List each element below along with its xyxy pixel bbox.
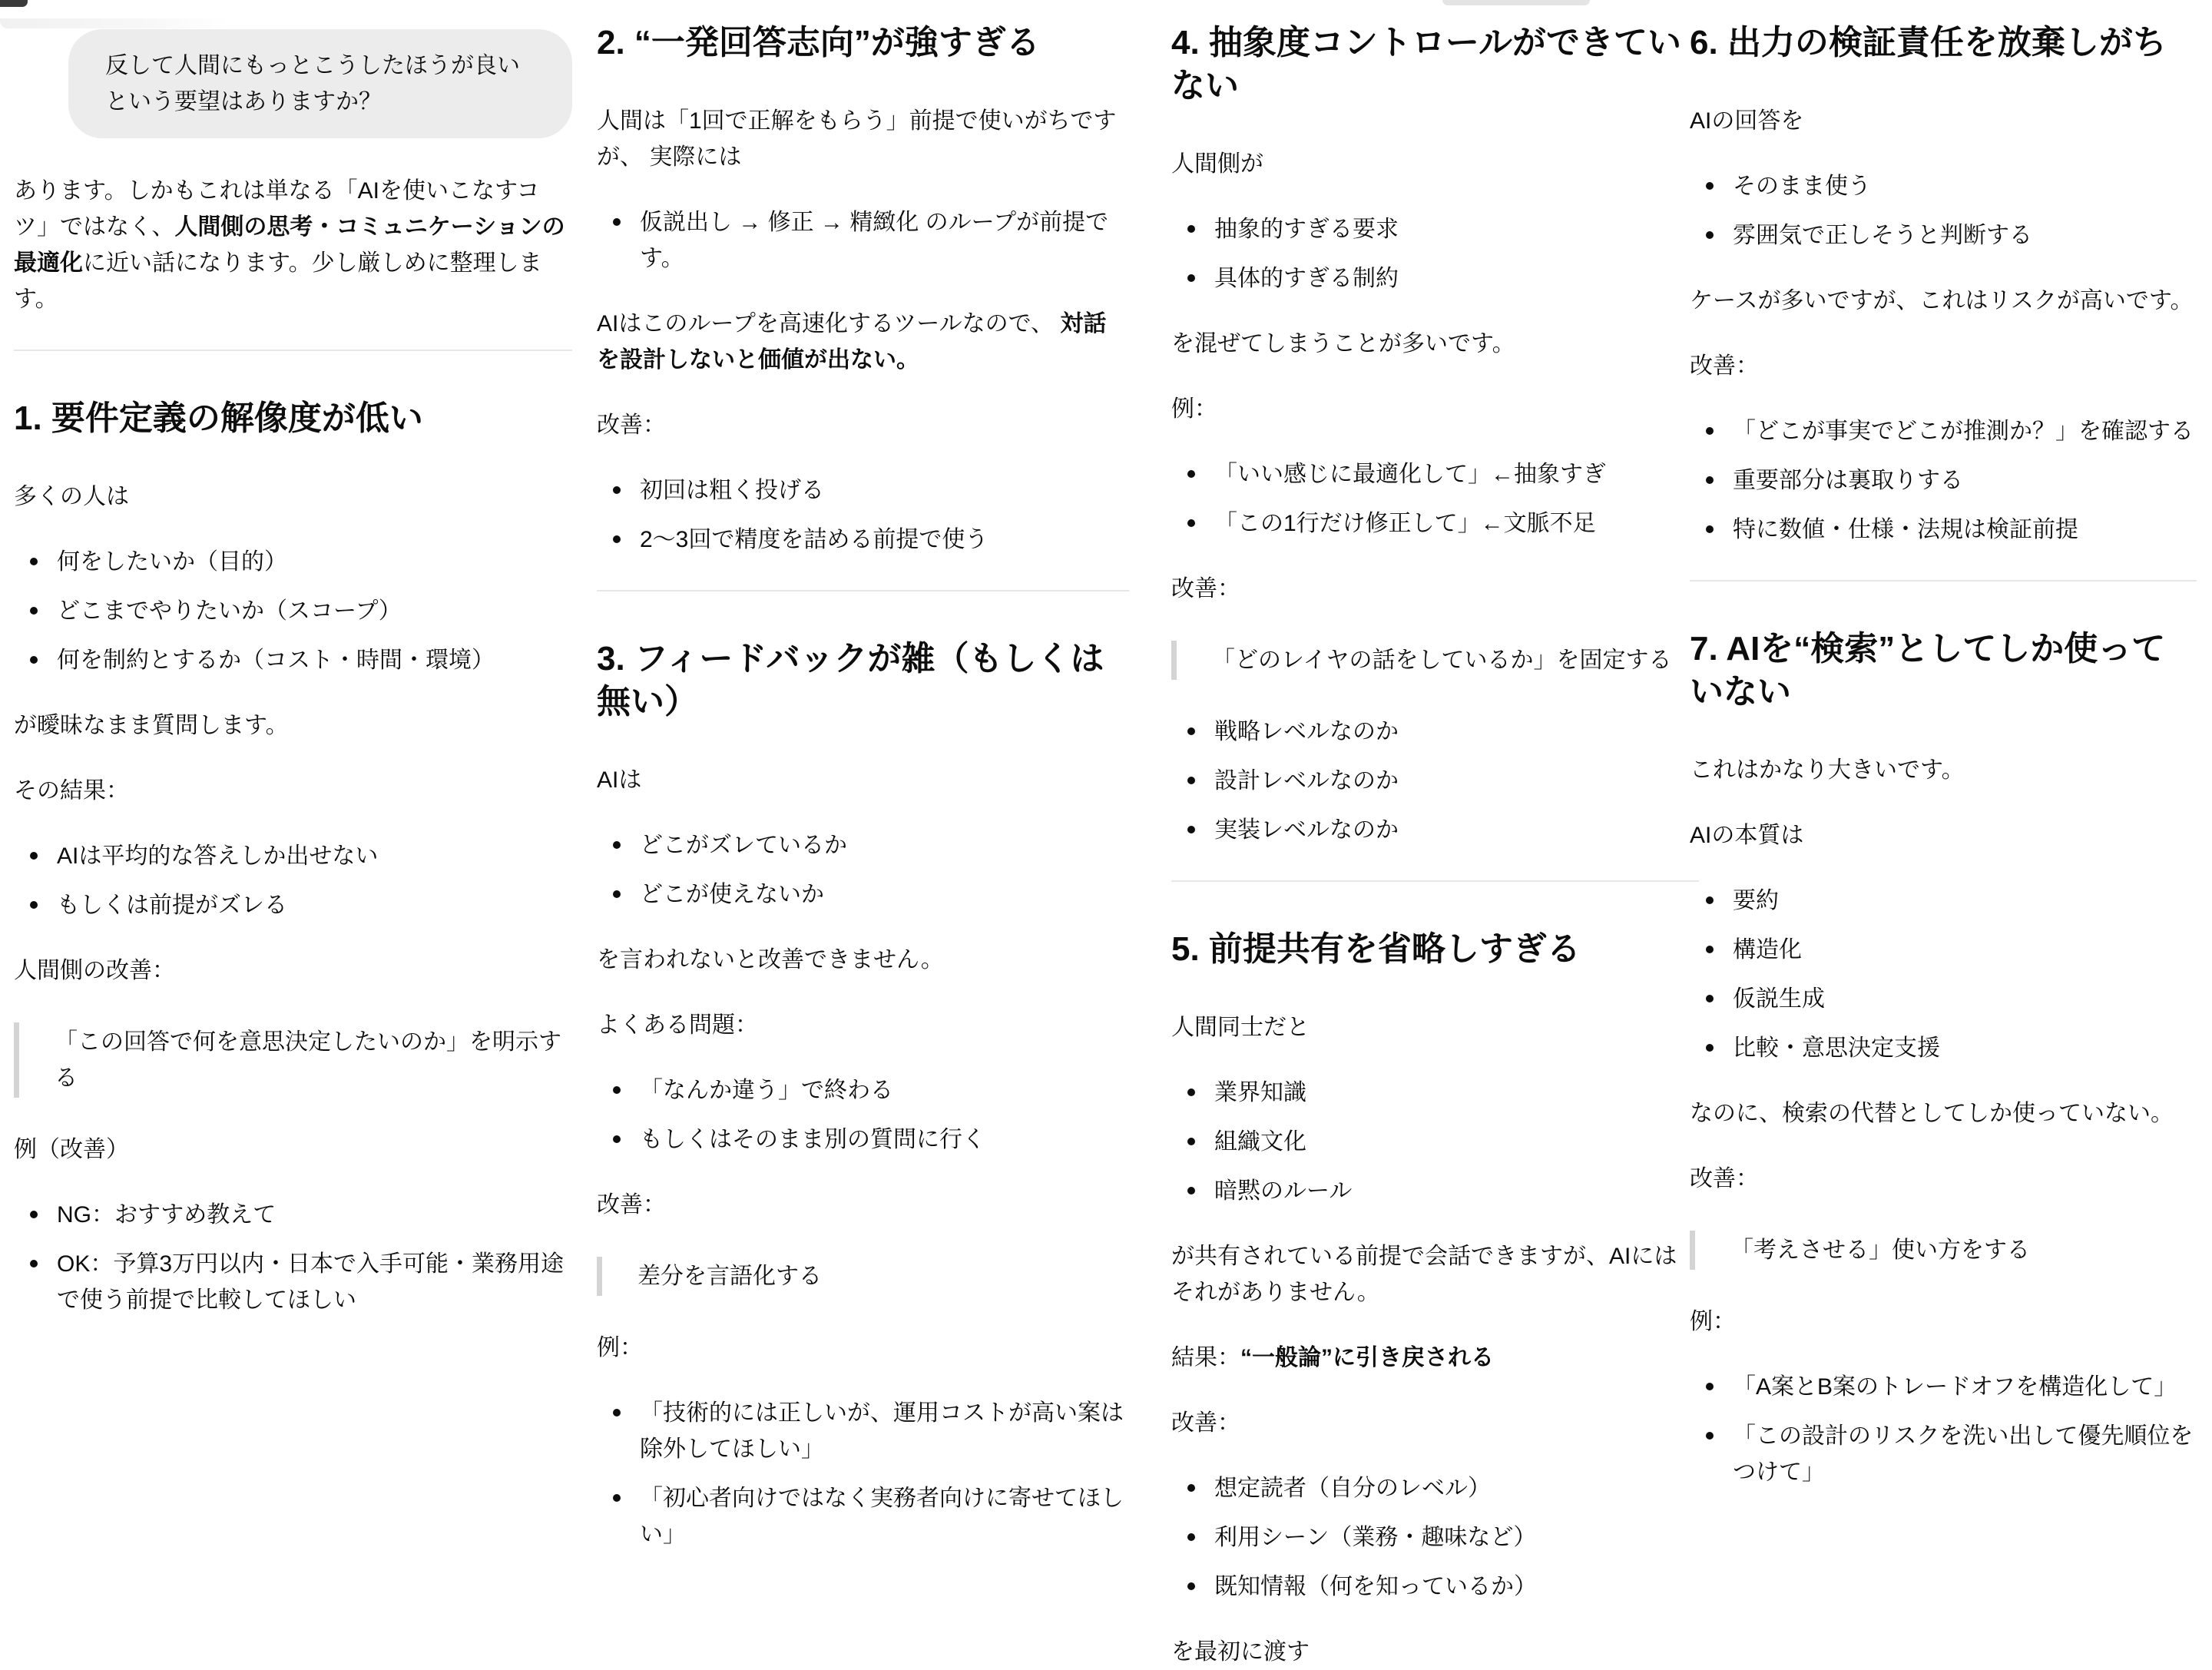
bullet-item bbox=[1171, 211, 1699, 247]
section-heading: 4. 抽象度コントロールができていない bbox=[1171, 24, 1682, 104]
bullet-list bbox=[1690, 413, 2197, 548]
text-run: AIの回答を bbox=[1690, 108, 1804, 134]
text-run: を最初に渡す bbox=[1171, 1639, 1310, 1665]
message-column-3 bbox=[1171, 0, 1699, 1665]
bullet-item bbox=[1690, 462, 2197, 499]
bullet-item bbox=[597, 827, 1129, 863]
text-run: なのに、検索の代替としてしか使っていない。 bbox=[1690, 1101, 2174, 1126]
text-run: 要約 bbox=[1733, 888, 1779, 913]
bullet-list bbox=[1690, 168, 2197, 253]
paragraph bbox=[1171, 1405, 1699, 1441]
user-message-bubble: 反して人間にもっとこうしたほうが良いという要望はありますか？ bbox=[68, 29, 572, 138]
blockquote bbox=[1690, 1231, 2197, 1270]
bold-text-run: “一般論”に引き戻される bbox=[1240, 1345, 1494, 1370]
text-run: 結果： bbox=[1171, 1345, 1240, 1370]
text-run: 「初心者向けではなく実務者向けに寄せてほしい」 bbox=[640, 1486, 1124, 1547]
section-divider bbox=[597, 590, 1129, 591]
bullet-list bbox=[1171, 1075, 1699, 1209]
text-run: 改善： bbox=[1171, 1410, 1240, 1436]
bullet-item bbox=[597, 1395, 1129, 1467]
section-heading: 7. AIを“検索”としてしか使っていない bbox=[1690, 630, 2166, 711]
paragraph bbox=[14, 707, 572, 744]
bullet-item bbox=[1171, 812, 1699, 848]
text-run: ケースが多いですが、これはリスクが高いです。 bbox=[1690, 288, 2194, 313]
bullet-item bbox=[1171, 1075, 1699, 1111]
text-run: 「この1行だけ修正して」←文脈不足 bbox=[1214, 511, 1596, 536]
paragraph bbox=[597, 1330, 1129, 1366]
paragraph bbox=[1171, 326, 1699, 362]
bullet-list bbox=[597, 1395, 1129, 1552]
bullet-item bbox=[1690, 168, 2197, 204]
text-run: 利用シーン（業務・趣味など） bbox=[1214, 1525, 1537, 1550]
paragraph bbox=[1171, 146, 1699, 182]
blockquote bbox=[597, 1257, 1129, 1296]
blockquote bbox=[1171, 641, 1699, 680]
text-run: 具体的すぎる制約 bbox=[1214, 266, 1399, 291]
text-run: 人間は「1回で正解をもらう」前提で使いがちですが、 実際には bbox=[597, 108, 1117, 170]
paragraph bbox=[597, 942, 1129, 978]
blockquote-text bbox=[55, 1024, 572, 1096]
bullet-item bbox=[597, 1072, 1129, 1108]
paragraph bbox=[1171, 1340, 1699, 1376]
paragraph bbox=[597, 762, 1129, 798]
text-run: 戦略レベルなのか bbox=[1214, 719, 1399, 744]
section-heading: 6. 出力の検証責任を放棄しがち bbox=[1690, 24, 2167, 61]
bullet-item bbox=[597, 1480, 1129, 1552]
text-run: どこまでやりたいか（スコープ） bbox=[57, 598, 402, 624]
message-column-1 bbox=[14, 0, 572, 1475]
bullet-item bbox=[597, 876, 1129, 913]
bullet-item bbox=[1171, 763, 1699, 799]
paragraph bbox=[1690, 1161, 2197, 1197]
text-run: 「いい感じに最適化して」←抽象すぎ bbox=[1214, 462, 1606, 487]
bullet-item bbox=[1171, 1519, 1699, 1556]
text-run: 「この設計のリスクを洗い出して優先順位をつけて」 bbox=[1733, 1423, 2194, 1485]
bullet-list bbox=[597, 827, 1129, 913]
text-run: 初回は粗く投げる bbox=[640, 478, 824, 503]
section-heading: 3. フィードバックが雑（もしくは無い） bbox=[597, 640, 1104, 721]
blockquote bbox=[14, 1022, 572, 1098]
text-run: 人間側が bbox=[1171, 151, 1263, 177]
text-run: 特に数値・仕様・法規は検証前提 bbox=[1733, 517, 2078, 542]
bullet-list bbox=[1171, 1470, 1699, 1605]
text-run: よくある問題： bbox=[597, 1012, 758, 1038]
paragraph bbox=[1171, 571, 1699, 607]
bullet-item bbox=[1171, 1124, 1699, 1160]
text-run: 組織文化 bbox=[1214, 1129, 1306, 1155]
paragraph bbox=[14, 773, 572, 809]
text-run: あります。しかもこれは単なる「AIを使いこなすコツ」ではなく、 bbox=[14, 178, 540, 240]
paragraph bbox=[1690, 817, 2197, 853]
text-run: が曖昧なまま質問します。 bbox=[14, 713, 289, 738]
bullet-item bbox=[1690, 883, 2197, 919]
text-run: 既知情報（何を知っているか） bbox=[1214, 1574, 1537, 1599]
text-run: 重要部分は裏取りする bbox=[1733, 468, 1963, 493]
paragraph bbox=[597, 1007, 1129, 1043]
bullet-list bbox=[597, 472, 1129, 558]
text-run: 例： bbox=[1171, 396, 1217, 422]
bullet-item bbox=[597, 472, 1129, 509]
bullet-list bbox=[1171, 211, 1699, 297]
text-run: 例： bbox=[597, 1335, 643, 1360]
bullet-item bbox=[1690, 981, 2197, 1017]
section-divider bbox=[14, 350, 572, 351]
paragraph bbox=[1690, 348, 2197, 384]
text-run: どこがズレているか bbox=[640, 833, 847, 858]
text-run: 何を制約とするか（コスト・時間・環境） bbox=[57, 648, 495, 673]
text-run: これはかなり大きいです。 bbox=[1690, 757, 1965, 783]
paragraph bbox=[1690, 752, 2197, 788]
bullet-item bbox=[1171, 1569, 1699, 1605]
text-run: に近い話になります。少し厳しめに整理します。 bbox=[14, 250, 542, 312]
bullet-item bbox=[1171, 1470, 1699, 1506]
text-run: AIはこのループを高速化するツールなので、 bbox=[597, 311, 1061, 336]
text-run: 設計レベルなのか bbox=[1214, 768, 1399, 794]
text-run: 例： bbox=[1690, 1309, 1736, 1334]
text-run: 人間側の改善： bbox=[14, 958, 175, 983]
paragraph bbox=[14, 173, 572, 317]
bullet-item bbox=[14, 544, 572, 580]
text-run: 2〜3回で精度を詰める前提で使う bbox=[640, 527, 988, 552]
bullet-item bbox=[1171, 260, 1699, 297]
blockquote-text bbox=[1212, 642, 1699, 678]
text-run: AIは bbox=[597, 767, 642, 793]
bullet-item bbox=[14, 887, 572, 923]
paragraph bbox=[1171, 1634, 1699, 1670]
text-run: 「どこが事実でどこが推測か？」を確認する bbox=[1733, 419, 2194, 444]
text-run: 例（改善） bbox=[14, 1137, 129, 1162]
bullet-item bbox=[1690, 1030, 2197, 1066]
message-column-4 bbox=[1690, 0, 2197, 1485]
text-run: が共有されている前提で会話できますが、AIにはそれがありません。 bbox=[1171, 1244, 1677, 1305]
section-divider bbox=[1171, 880, 1699, 882]
bullet-item bbox=[14, 1197, 572, 1233]
bullet-item bbox=[14, 838, 572, 874]
paragraph bbox=[597, 1187, 1129, 1223]
text-run: 多くの人は bbox=[14, 484, 129, 509]
bullet-item bbox=[1171, 714, 1699, 750]
bullet-item bbox=[14, 593, 572, 629]
text-run: どこが使えないか bbox=[640, 882, 824, 907]
paragraph bbox=[14, 1132, 572, 1168]
paragraph bbox=[597, 407, 1129, 443]
section-heading: 2. “一発回答志向”が強すぎる bbox=[597, 24, 1040, 61]
text-run: 業界知識 bbox=[1214, 1080, 1306, 1105]
bullet-item bbox=[1690, 1369, 2197, 1405]
text-run: 「この回答で何を意思決定したいのか」を明示する bbox=[55, 1029, 561, 1091]
text-run: 「考えさせる」使い方をする bbox=[1730, 1238, 2030, 1263]
bullet-list bbox=[14, 1197, 572, 1318]
text-run: もしくは前提がズレる bbox=[57, 893, 287, 918]
paragraph bbox=[1171, 1238, 1699, 1310]
text-run: 差分を言語化する bbox=[637, 1264, 822, 1289]
text-run: AIの本質は bbox=[1690, 823, 1804, 848]
bullet-list bbox=[597, 204, 1129, 277]
text-run: NG：おすすめ教えて bbox=[57, 1202, 276, 1228]
bullet-item bbox=[1171, 505, 1699, 542]
paragraph bbox=[1690, 283, 2197, 319]
text-run: OK：予算3万円以内・日本で入手可能・業務用途で使う前提で比較してほしい bbox=[57, 1251, 565, 1313]
bullet-item bbox=[597, 204, 1129, 277]
section-divider bbox=[1690, 580, 2197, 582]
text-run: 構造化 bbox=[1733, 937, 1802, 963]
text-run: もしくはそのまま別の質問に行く bbox=[640, 1127, 985, 1152]
text-run: 想定読者（自分のレベル） bbox=[1214, 1476, 1491, 1501]
section-heading: 1. 要件定義の解像度が低い bbox=[14, 399, 423, 437]
bullet-item bbox=[14, 642, 572, 678]
text-run: AIは平均的な答えしか出せない bbox=[57, 843, 379, 869]
text-run: を言われないと改善できません。 bbox=[597, 947, 944, 973]
paragraph bbox=[14, 479, 572, 515]
bullet-list bbox=[1690, 1369, 2197, 1490]
text-run: を混ぜてしまうことが多いです。 bbox=[1171, 331, 1515, 356]
paragraph bbox=[597, 306, 1129, 378]
text-run: 人間同士だと bbox=[1171, 1015, 1310, 1040]
text-run: 暗黙のルール bbox=[1214, 1178, 1353, 1204]
text-run: 「なんか違う」で終わる bbox=[640, 1078, 893, 1103]
bullet-list bbox=[1690, 883, 2197, 1066]
bold-text-run: 人間側の思考・コミュニケーションの最適化 bbox=[14, 214, 565, 276]
text-run: 比較・意思決定支援 bbox=[1733, 1035, 1940, 1061]
text-run: 仮説生成 bbox=[1733, 986, 1825, 1012]
text-run: 「A案とB案のトレードオフを構造化して」 bbox=[1733, 1374, 2177, 1400]
paragraph bbox=[14, 953, 572, 989]
bullet-item bbox=[1690, 413, 2197, 449]
bullet-list bbox=[1171, 714, 1699, 848]
text-run: 雰囲気で正しそうと判断する bbox=[1733, 223, 2032, 248]
text-run: 改善： bbox=[1690, 353, 1759, 379]
text-run: 改善： bbox=[597, 413, 666, 438]
section-heading: 5. 前提共有を省略しすぎる bbox=[1171, 930, 1581, 968]
bullet-item bbox=[1690, 932, 2197, 968]
text-run: そのまま使う bbox=[1733, 174, 1871, 199]
bullet-item bbox=[14, 1246, 572, 1318]
text-run: 実装レベルなのか bbox=[1214, 817, 1399, 843]
text-run: 仮説出し → 修正 → 精緻化 のループが前提です。 bbox=[640, 210, 1109, 271]
bullet-item bbox=[1171, 456, 1699, 492]
paragraph bbox=[1690, 103, 2197, 139]
message-column-2 bbox=[597, 0, 1129, 1547]
blockquote-text bbox=[637, 1258, 1129, 1294]
bullet-item bbox=[597, 1122, 1129, 1158]
bullet-list bbox=[14, 544, 572, 678]
bullet-list bbox=[597, 1072, 1129, 1158]
bullet-item bbox=[1690, 512, 2197, 548]
text-run: 改善： bbox=[597, 1192, 666, 1218]
text-run: 改善： bbox=[1171, 576, 1240, 601]
paragraph bbox=[1171, 391, 1699, 427]
bullet-list bbox=[14, 838, 572, 923]
bullet-list bbox=[1171, 456, 1699, 542]
bullet-item bbox=[1690, 217, 2197, 253]
text-run: 「どのレイヤの話をしているか」を固定する bbox=[1212, 648, 1672, 673]
bullet-item bbox=[1171, 1173, 1699, 1209]
text-run: 「技術的には正しいが、運用コストが高い案は除外してほしい」 bbox=[640, 1400, 1124, 1462]
blockquote-text bbox=[1730, 1232, 2197, 1268]
paragraph bbox=[1171, 1009, 1699, 1045]
bold-text-run: 対話を設計しないと価値が出ない。 bbox=[597, 311, 1107, 373]
bullet-item bbox=[1690, 1418, 2197, 1490]
text-run: 改善： bbox=[1690, 1166, 1759, 1191]
paragraph bbox=[597, 103, 1129, 175]
paragraph bbox=[1690, 1304, 2197, 1340]
text-run: 何をしたいか（目的） bbox=[57, 549, 287, 575]
text-run: 抽象的すぎる要求 bbox=[1214, 217, 1399, 242]
paragraph bbox=[1690, 1095, 2197, 1132]
bullet-item bbox=[597, 522, 1129, 558]
text-run: その結果： bbox=[14, 778, 129, 804]
